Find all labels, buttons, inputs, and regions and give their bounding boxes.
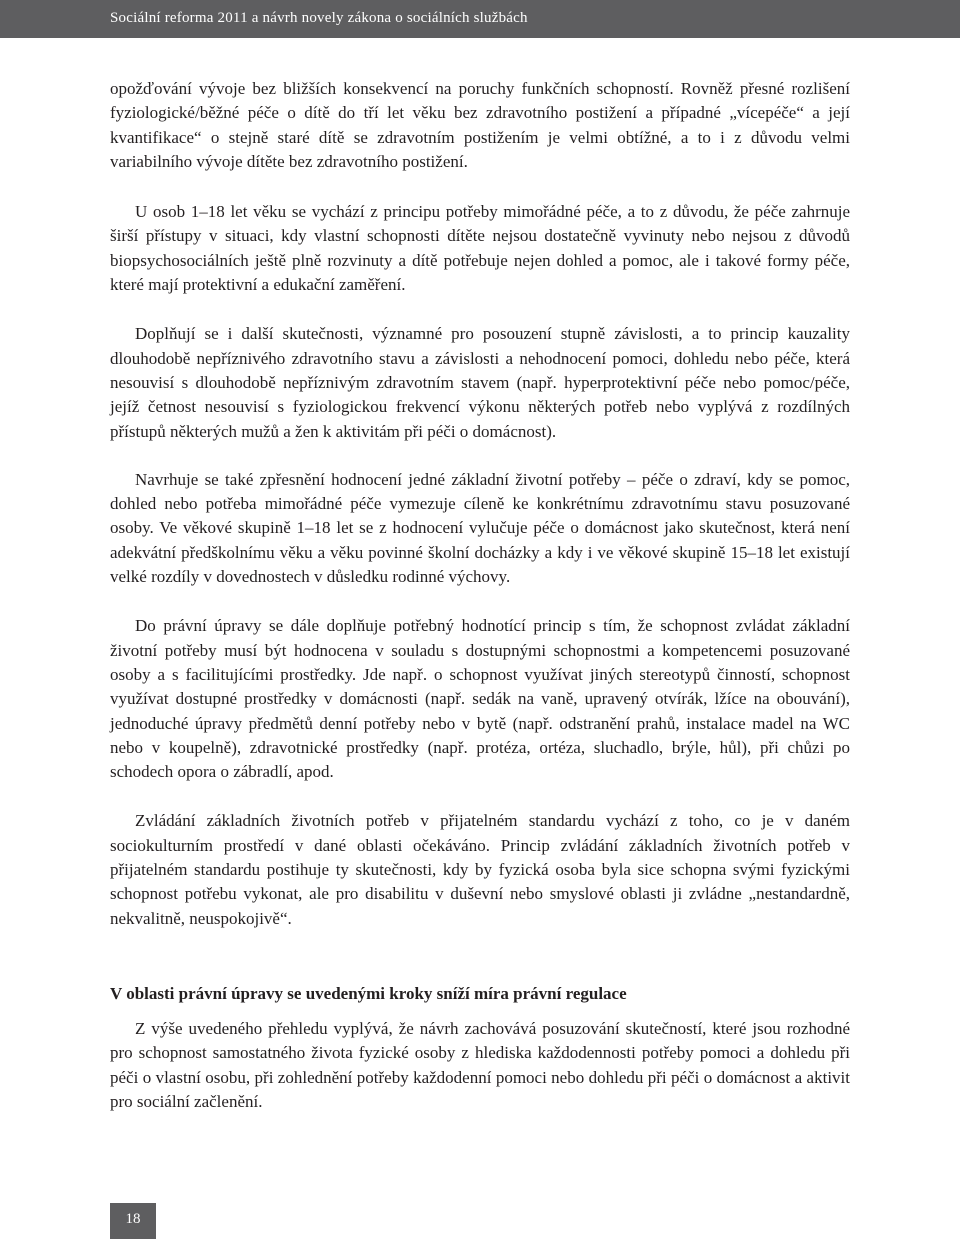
paragraph-doplnuji: Doplňují se i další skutečnosti, významné pro posouzení stupně závislosti, a to princip kauzality dlouhodobě nepříznivého zdravotního stavu a závislosti a nehodnocení pomoci, dohledu nebo péče, která nesouvisí s dlouhodobě nepříznivým zdravotním stavem (např. hyperprotektivní péče nebo pomoc/péče, jejíž četnost nesouvisí s fyziologickou frekvencí výkonu některých potřeb nebo vyplývá z rozdílných přístupů některých mužů a žen k aktivitám při péči o domácnost). [110,324,850,441]
page-number: 18 [125,1211,141,1227]
paragraph-continuation: opožďování vývoje bez bližších konsekvencí na poruchy funkčních schopností. Rovněž přesné rozlišení fyziologické/běžné péče o dítě do tří let věku bez zdravotního postižení a případné „vícepéče“ a její kvantifikace“ o stejně staré dítě se zdravotním postižením je velmi obtížné, a to i z důvodu velmi variabilního vývoje dítěte bez zdravotního postižení. [110,79,850,171]
paragraph-conclusion: Z výše uvedeného přehledu vyplývá, že návrh zachovává posuzování skutečností, které jsou rozhodné pro schopnost samostatného života fyzické osoby z hlediska každodennosti potřeby pomoci a dohledu při péči o vlastní osobu, při zohlednění potřeby každodenní pomoci nebo dohledu při péči o domácnost a aktivit pro sociální začlenění. [110,1018,850,1111]
section-heading: V oblasti právní úpravy se uvedenými kroky sníží míra právní regulace [110,983,627,1003]
running-header-title: Sociální reforma 2011 a návrh novely zákona o sociálních službách [110,10,528,26]
paragraph-navrhuje: Navrhuje se také zpřesnění hodnocení jedné základní životní potřeby – péče o zdraví, kdy se pomoc, dohled nebo potřeba mimořádné péče vymezuje cíleně ke konkrétnímu zdravotnímu stavu posuzované osoby. Ve věkové skupině 1–18 let se z hodnocení vylučuje péče o domácnost jako skutečnost, která není adekvátní předškolnímu věku a věku povinné školní docházky a kdy i ve věkové skupině 15–18 let existují velké rozdíly v dovednostech v důsledku rodinné výchovy. [110,469,850,587]
page-body [110,77,850,1114]
paragraph-osoby-1-18: U osob 1–18 let věku se vychází z principu potřeby mimořádné péče, a to z důvodu, že péče zahrnuje širší přístupy v situaci, kdy vlastní schopnosti dítěte nejsou dostatečně vyvinuty nebo nejsou z důvodů biopsychosociálních ještě plně rozvinuty a dítě potřebuje nejen dohled a pomoc, ale i takové formy péče, které mají protektivní a edukační zaměření. [110,202,850,295]
paragraph-zvladani: Zvládání základních životních potřeb v přijatelném standardu vychází z toho, co je v daném sociokulturním prostředí v dané oblasti očekáváno. Princip zvládání základních životních potřeb v přijatelném standardu postihuje ty skutečnosti, kdy by fyzická osoba byla sice schopna svými fyzickými schopnost potřebu vykonat, ale pro disabilitu v duševní nebo smyslové oblasti ji zvládne „nestandardně, nekvalitně, neuspokojivě“. [110,811,850,928]
paragraph-pravni-uprava: Do právní úpravy se dále doplňuje potřebný hodnotící princip s tím, že schopnost zvládat základní životní potřeby musí být hodnocena v souladu s dostupnými schopnostmi a kompetencemi posuzované osoby a s facilitujícími prostředky. Jde např. o schopnost využívat jiných stereotypů činností, schopnost využívat dostupné prostředky v domácnosti (např. sedák na vaně, upravený otvírák, lžíce na obouvání), jednoduché úpravy předmětů denní potřeby nebo v bytě (např. odstranění prahů, instalace madel na WC nebo v koupelně), zdravotnické prostředky (např. protéza, ortéza, sluchadlo, brýle, hůl), při chůzi po schodech opora o zábradlí, apod. [110,616,850,782]
running-header [0,0,960,38]
page-number-box [110,1203,156,1239]
